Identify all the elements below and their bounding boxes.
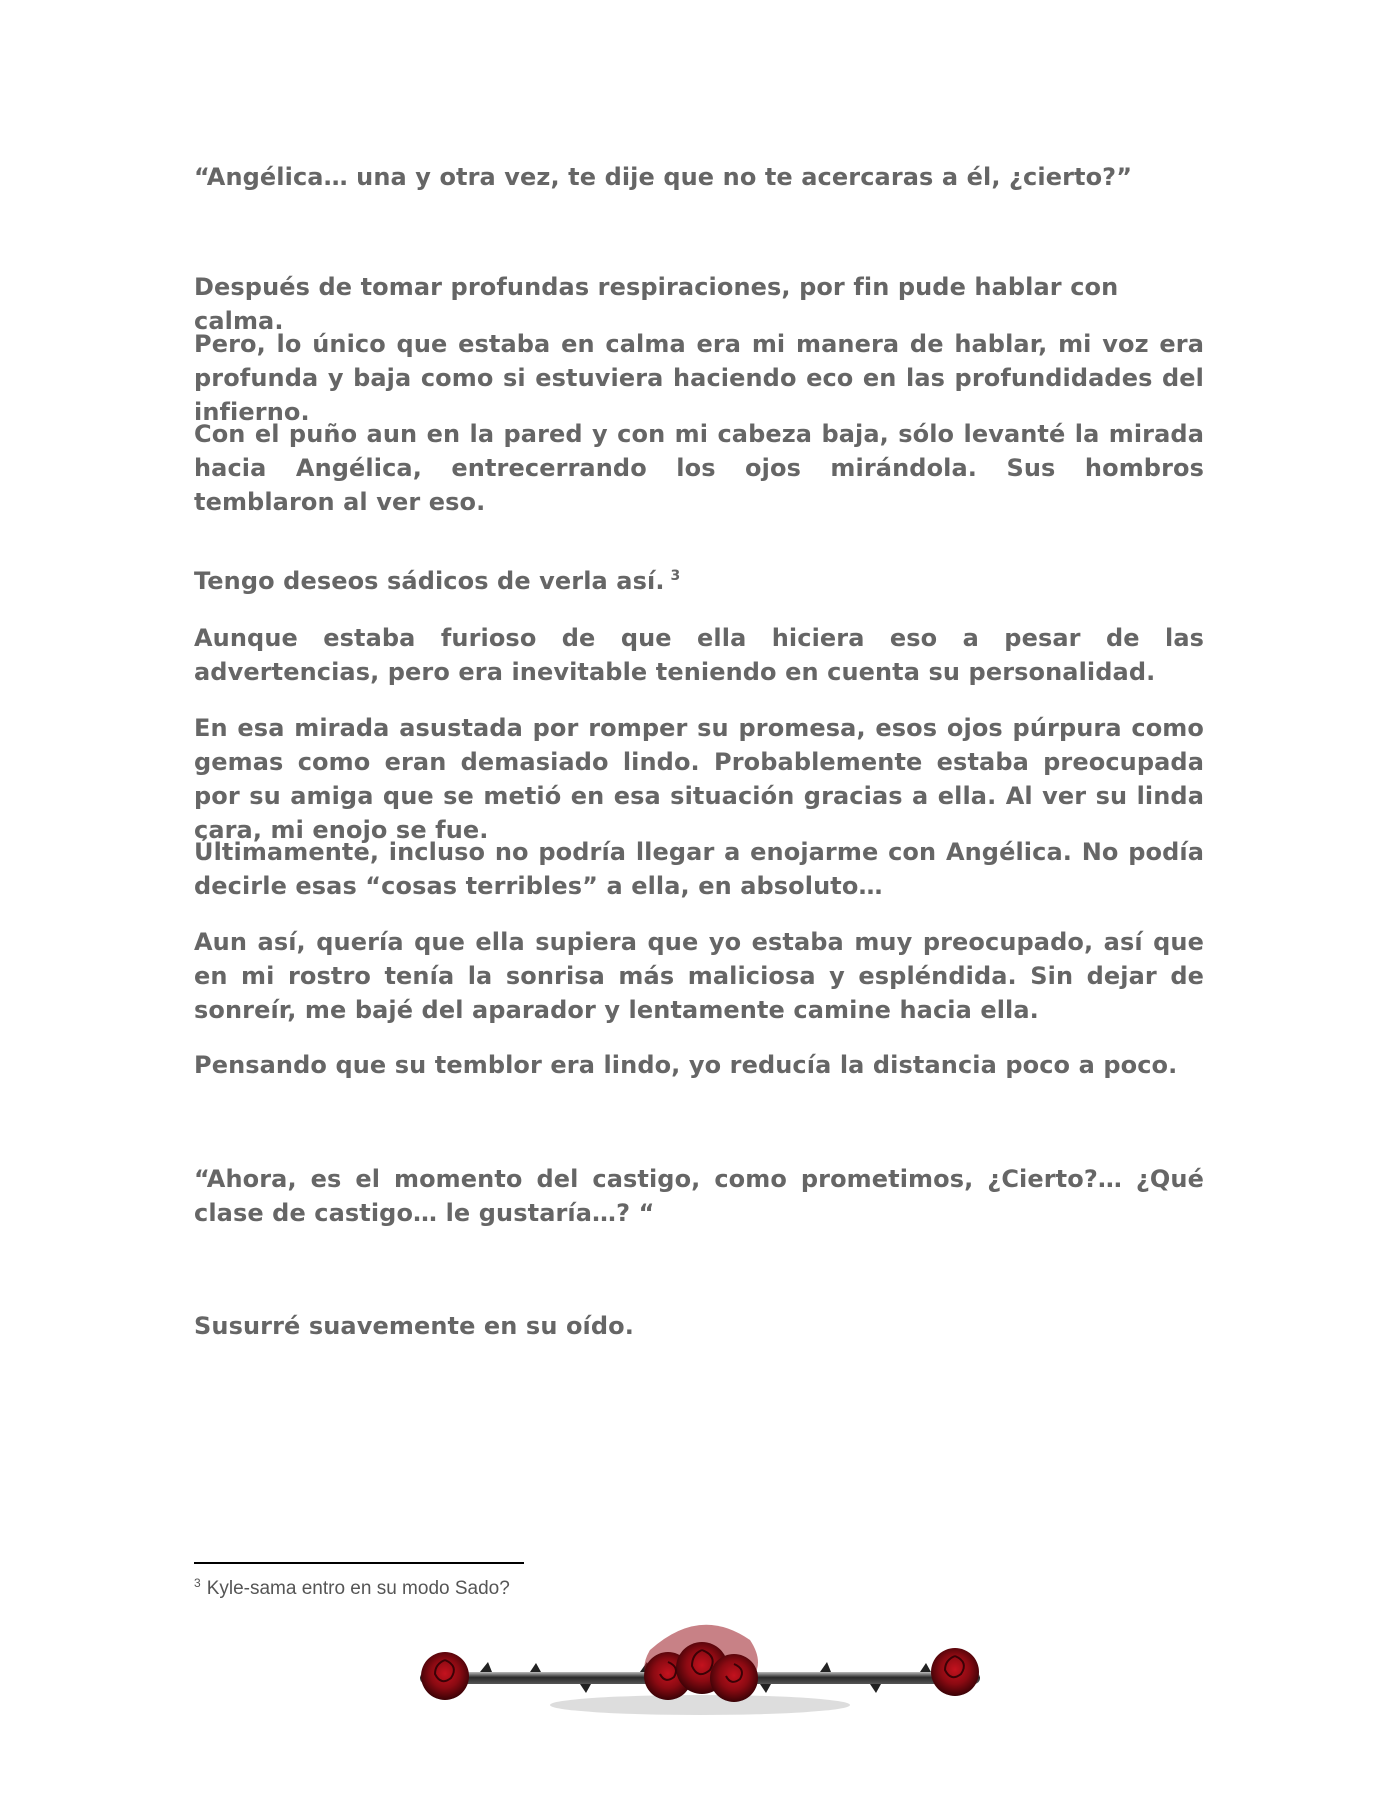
paragraph-3: Pero, lo único que estaba en calma era mi manera de hablar, mi voz era profunda y baja como si estuviera haciendo eco en las profundidades del infierno. [194, 330, 1204, 426]
rose-branch-ornament [400, 1610, 1000, 1720]
paragraph-5 [194, 564, 1204, 598]
paragraph-10: Pensando que su temblor era lindo, yo reducía la distancia poco a poco. [194, 1051, 1178, 1079]
footnote [194, 1576, 510, 1602]
footnote-reference[interactable]: 3 [670, 568, 681, 584]
footnote-separator [194, 1562, 524, 1564]
paragraph-5-text: Tengo deseos sádicos de verla así. [194, 567, 665, 595]
footnote-number: 3 [194, 1575, 201, 1590]
paragraph-dialogue-1: “Angélica… una y otra vez, te dije que no te acercaras a él, ¿cierto?” [194, 163, 1133, 191]
footnote-text: Kyle-sama entro en su modo Sado? [206, 1578, 510, 1599]
paragraph-12: Susurré suavemente en su oído. [194, 1312, 634, 1340]
paragraph-8: Últimamente, incluso no podría llegar a enojarme con Angélica. No podía decirle esas “cosas terribles” a ella, en absoluto… [194, 838, 1204, 900]
paragraph-9: Aun así, quería que ella supiera que yo estaba muy preocupado, así que en mi rostro tenía la sonrisa más maliciosa y espléndida. Sin dejar de sonreír, me bajé del aparador y lentamente camine hacia ella. [194, 928, 1204, 1024]
paragraph-6: Aunque estaba furioso de que ella hiciera eso a pesar de las advertencias, pero era inevitable teniendo en cuenta su personalidad. [194, 624, 1204, 686]
paragraph-7: En esa mirada asustada por romper su promesa, esos ojos púrpura como gemas como eran demasiado lindo. Probablemente estaba preocupada por su amiga que se metió en esa situación gracias a ella. Al ver su linda cara, mi enojo se fue. [194, 714, 1204, 844]
paragraph-2: Después de tomar profundas respiraciones, por fin pude hablar con calma. [194, 273, 1119, 335]
paragraph-4: Con el puño aun en la pared y con mi cabeza baja, sólo levanté la mirada hacia Angélica, entrecerrando los ojos mirándola. Sus hombros temblaron al ver eso. [194, 420, 1204, 516]
paragraph-dialogue-2: “Ahora, es el momento del castigo, como prometimos, ¿Cierto?… ¿Qué clase de castigo… le gustaría…? “ [194, 1165, 1204, 1227]
